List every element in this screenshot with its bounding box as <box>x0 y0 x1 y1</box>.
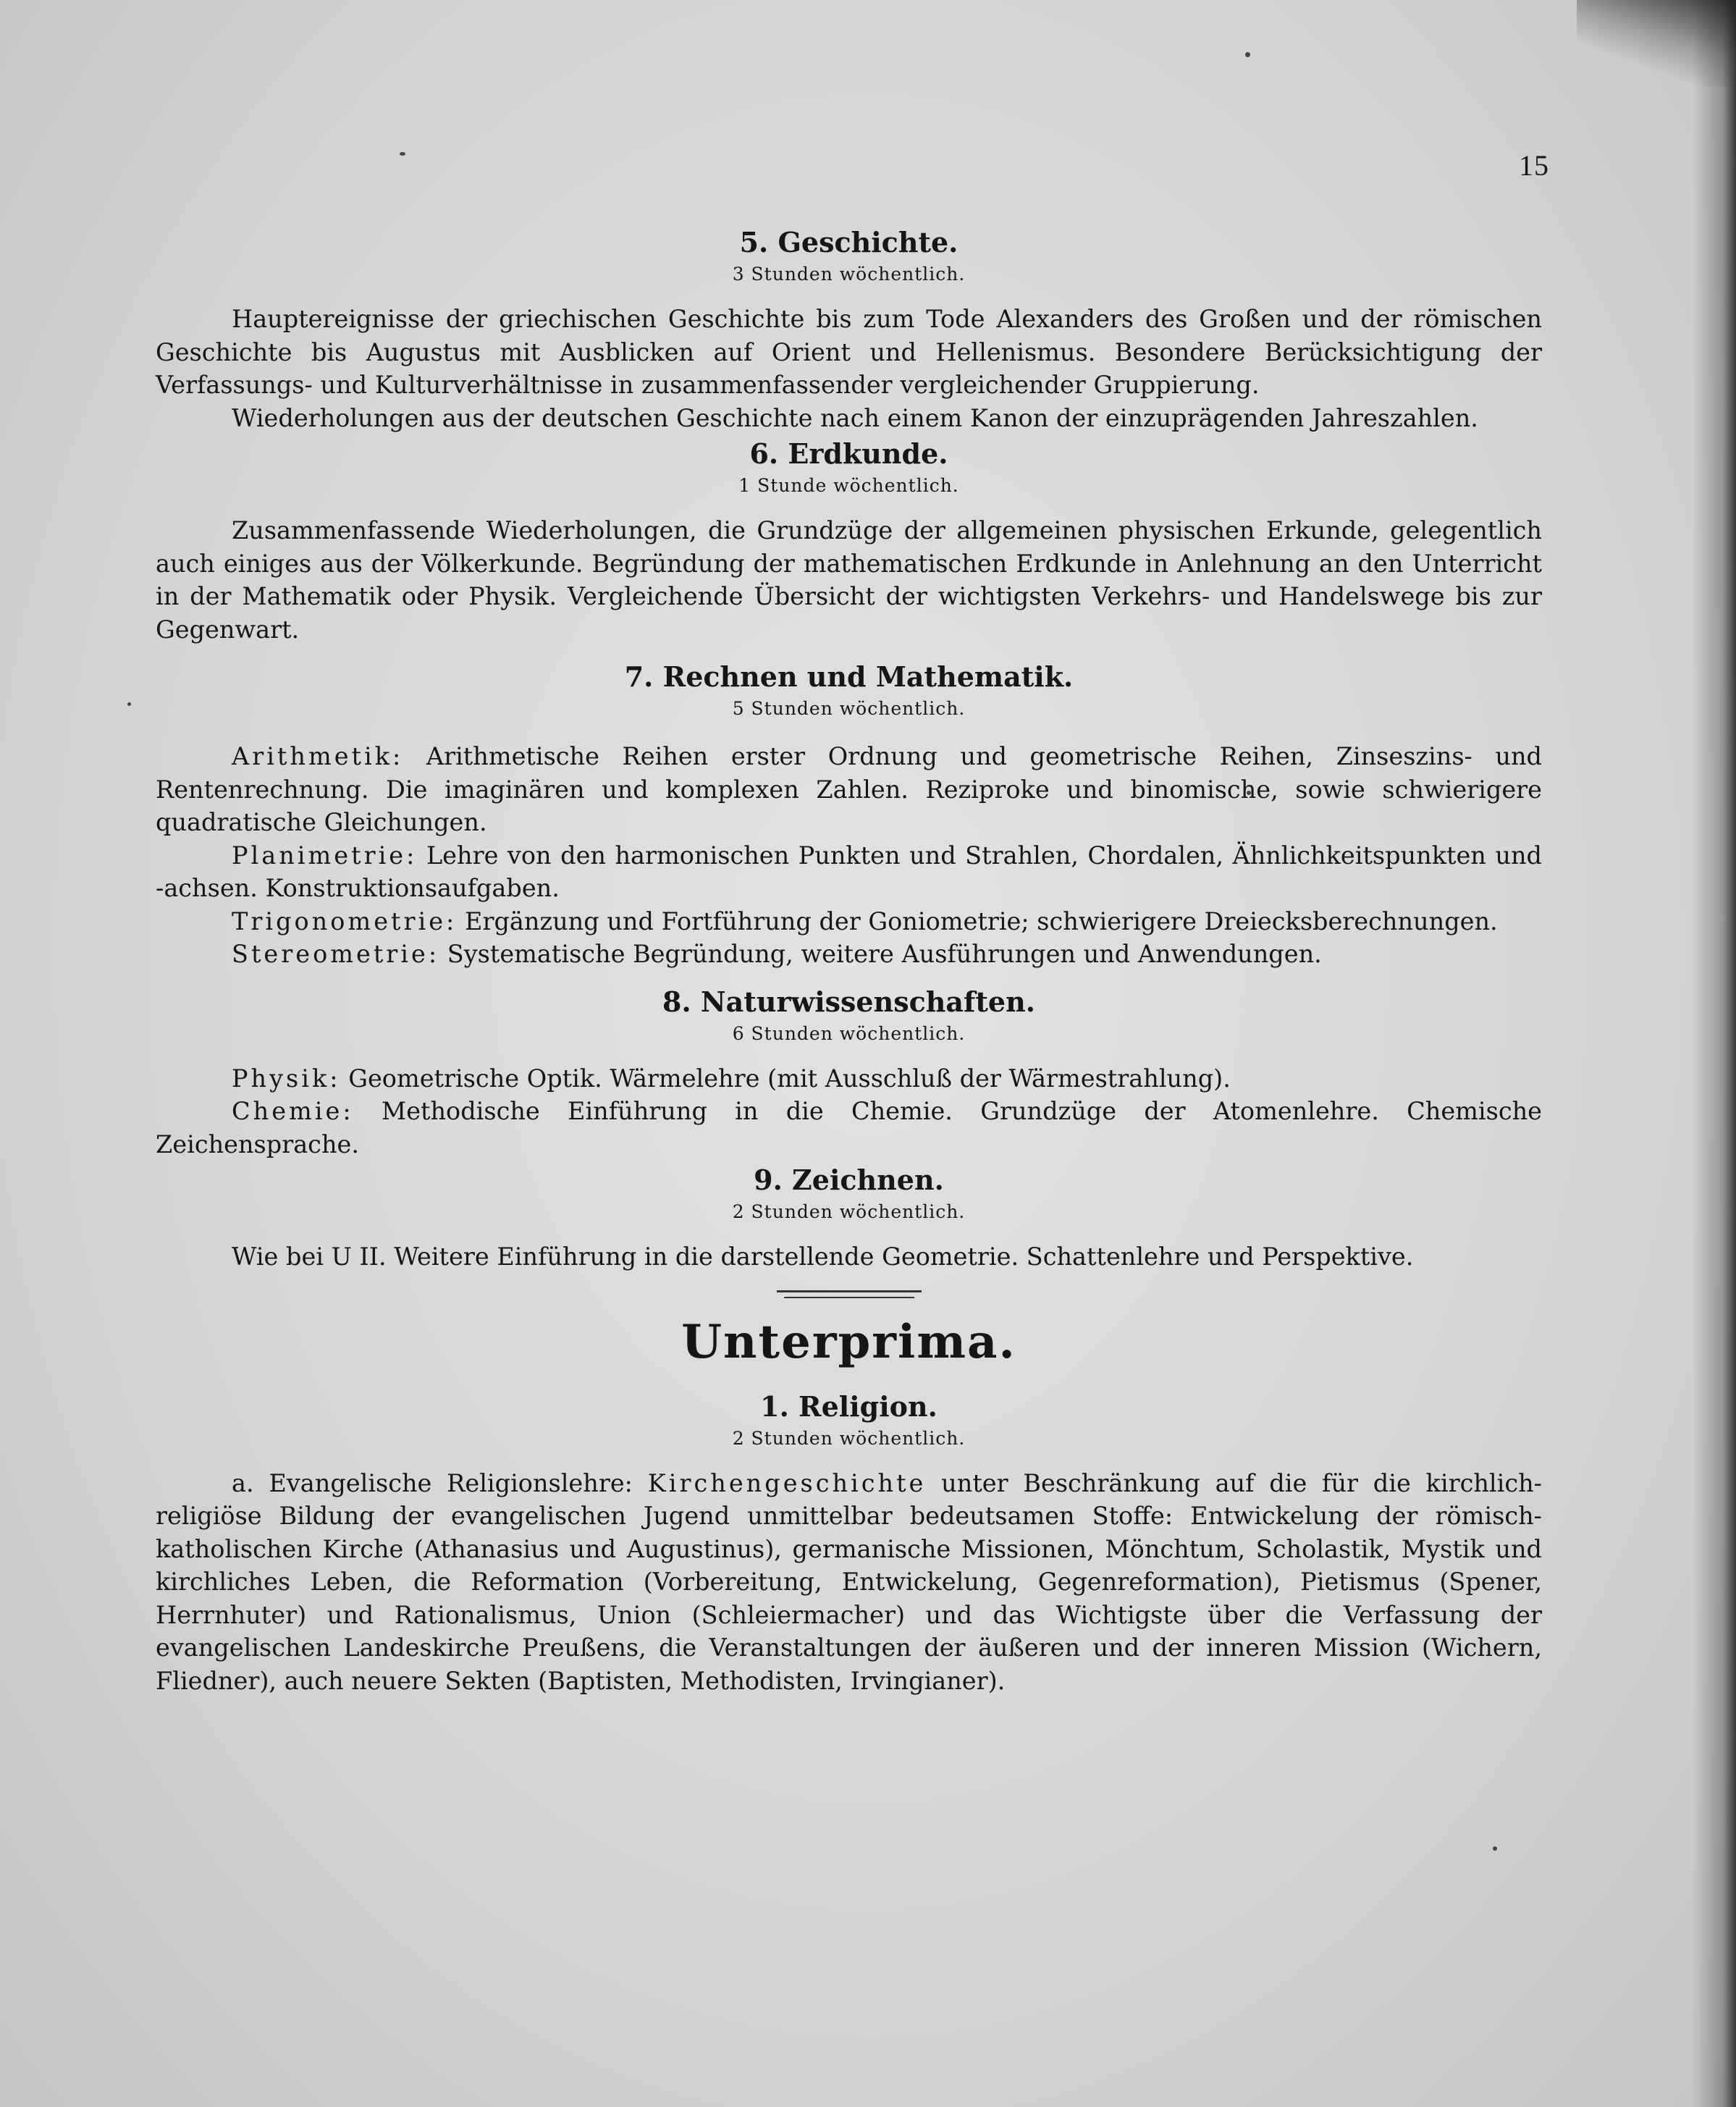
page-number: 15 <box>1519 149 1549 182</box>
mathematik-trigonometrie <box>156 905 1542 938</box>
trigonometrie-label: Trigonometrie: <box>232 907 458 935</box>
naturwissenschaften-chemie <box>156 1095 1542 1161</box>
ink-speck <box>1245 52 1250 57</box>
geschichte-paragraph-1: Hauptereignisse der griechischen Geschichte bis zum Tode Alexanders des Großen und der römischen Geschichte bis Augustus mit Ausblicken auf Orient und Hellenismus. Besondere Berücksichtigung der Verfassungs- und Kulturverhältnisse in zusammenfassender vergleichender Gruppierung. <box>156 305 1542 399</box>
ink-speck <box>1493 1846 1497 1851</box>
chemie-label: Chemie: <box>232 1097 354 1125</box>
section-hours-erdkunde: 1 Stunde wöchentlich. <box>738 475 959 496</box>
stereometrie-label: Stereometrie: <box>232 940 440 968</box>
section-hours-religion: 2 Stunden wöchentlich. <box>732 1427 966 1449</box>
planimetrie-label: Planimetrie: <box>232 841 418 870</box>
section-title-zeichnen: 9. Zeichnen. <box>754 1164 944 1196</box>
section-title-religion: 1. Religion. <box>760 1389 937 1423</box>
mathematik-stereometrie <box>156 938 1542 971</box>
erdkunde-paragraph-1: Zusammenfassende Wiederholungen, die Grundzüge der allgemeinen physischen Erkunde, gelegentlich auch einiges aus der Völkerkunde. Begründung der mathematischen Erdkunde in Anlehnung an den Unterricht in der Mathematik oder Physik. Vergleichende Übersicht der wichtigsten Verkehrs- und Handelswege bis zur Gegenwart. <box>156 516 1542 644</box>
page-content <box>156 226 1542 1697</box>
unterprima-title: Unterprima. <box>681 1314 1016 1369</box>
arithmetik-text: Arithmetische Reihen erster Ordnung und geometrische Reihen, Zinseszins- und Rentenrechnung. Die imaginären und komplexen Zahlen. Reziproke und binomische, sowie schwierigere quadratische Gleichungen. <box>156 742 1542 836</box>
ink-speck <box>127 702 131 706</box>
chemie-text: Methodische Einführung in die Chemie. Grundzüge der Atomenlehre. Chemische Zeichensprache. <box>156 1097 1542 1158</box>
religion-paragraph-1 <box>156 1467 1542 1698</box>
religion-emphasis: Kirchengeschichte <box>647 1468 927 1497</box>
ink-speck <box>400 152 405 156</box>
geschichte-paragraph-2: Wiederholungen aus der deutschen Geschichte nach einem Kanon der einzuprägenden Jahreszahlen. <box>232 403 1478 432</box>
planimetrie-text: Lehre von den harmonischen Punkten und Strahlen, Chordalen, Ähnlichkeitspunkten und -achsen. Konstruktionsaufgaben. <box>156 841 1542 902</box>
page-edge-shadow <box>1693 0 1736 2107</box>
section-hours-geschichte: 3 Stunden wöchentlich. <box>732 264 966 285</box>
page-corner-shadow <box>1577 0 1736 87</box>
section-hours-mathematik: 5 Stunden wöchentlich. <box>732 698 966 719</box>
mathematik-planimetrie <box>156 839 1542 905</box>
divider-line <box>777 1290 922 1292</box>
mathematik-arithmetik <box>156 740 1542 839</box>
religion-prefix: a. <box>232 1468 254 1497</box>
physik-text: Geometrische Optik. Wärmelehre (mit Ausschluß der Wärmestrahlung). <box>348 1064 1231 1093</box>
section-divider <box>156 1288 1542 1300</box>
section-title-erdkunde: 6. Erdkunde. <box>749 437 948 470</box>
stereometrie-text: Systematische Begründung, weitere Ausführungen und Anwendungen. <box>447 940 1322 968</box>
physik-label: Physik: <box>232 1064 341 1093</box>
arithmetik-label: Arithmetik: <box>232 742 404 770</box>
divider-line <box>784 1297 914 1298</box>
religion-label: Evangelische Religionslehre: <box>269 1468 633 1497</box>
section-title-geschichte: 5. Geschichte. <box>739 226 958 258</box>
religion-text: unter Beschränkung auf die für die kirchlich-religiöse Bildung der evangelischen Jugend unmittelbar bedeutsamen Stoffe: Entwickelung der römisch-katholischen Kirche (Athanasius und Augustinus), germanische Missionen, Mönchtum, Scholastik, Mystik und kirchliches Leben, die Reformation (Vorbereitung, Entwickelung, Gegenreformation), Pietismus (Spener, Herrnhuter) und Rationalismus, Union (Schleiermacher) und das Wichtigste über die Verfassung der evangelischen Landeskirche Preußens, die Veranstaltungen der äußeren und der inneren Mission (Wichern, Fliedner), auch neuere Sekten (Baptisten, Methodisten, Irvingianer). <box>156 1468 1543 1695</box>
section-title-naturwissenschaften: 8. Naturwissenschaften. <box>662 985 1035 1018</box>
trigonometrie-text: Ergänzung und Fortführung der Goniometrie; schwierigere Dreiecksberechnungen. <box>464 907 1498 935</box>
section-title-mathematik: 7. Rechnen und Mathematik. <box>624 660 1074 693</box>
naturwissenschaften-physik <box>156 1062 1542 1095</box>
zeichnen-paragraph-1: Wie bei U II. Weitere Einführung in die darstellende Geometrie. Schattenlehre und Perspektive. <box>232 1242 1414 1271</box>
section-hours-zeichnen: 2 Stunden wöchentlich. <box>732 1201 966 1222</box>
section-hours-naturwissenschaften: 6 Stunden wöchentlich. <box>732 1022 966 1044</box>
